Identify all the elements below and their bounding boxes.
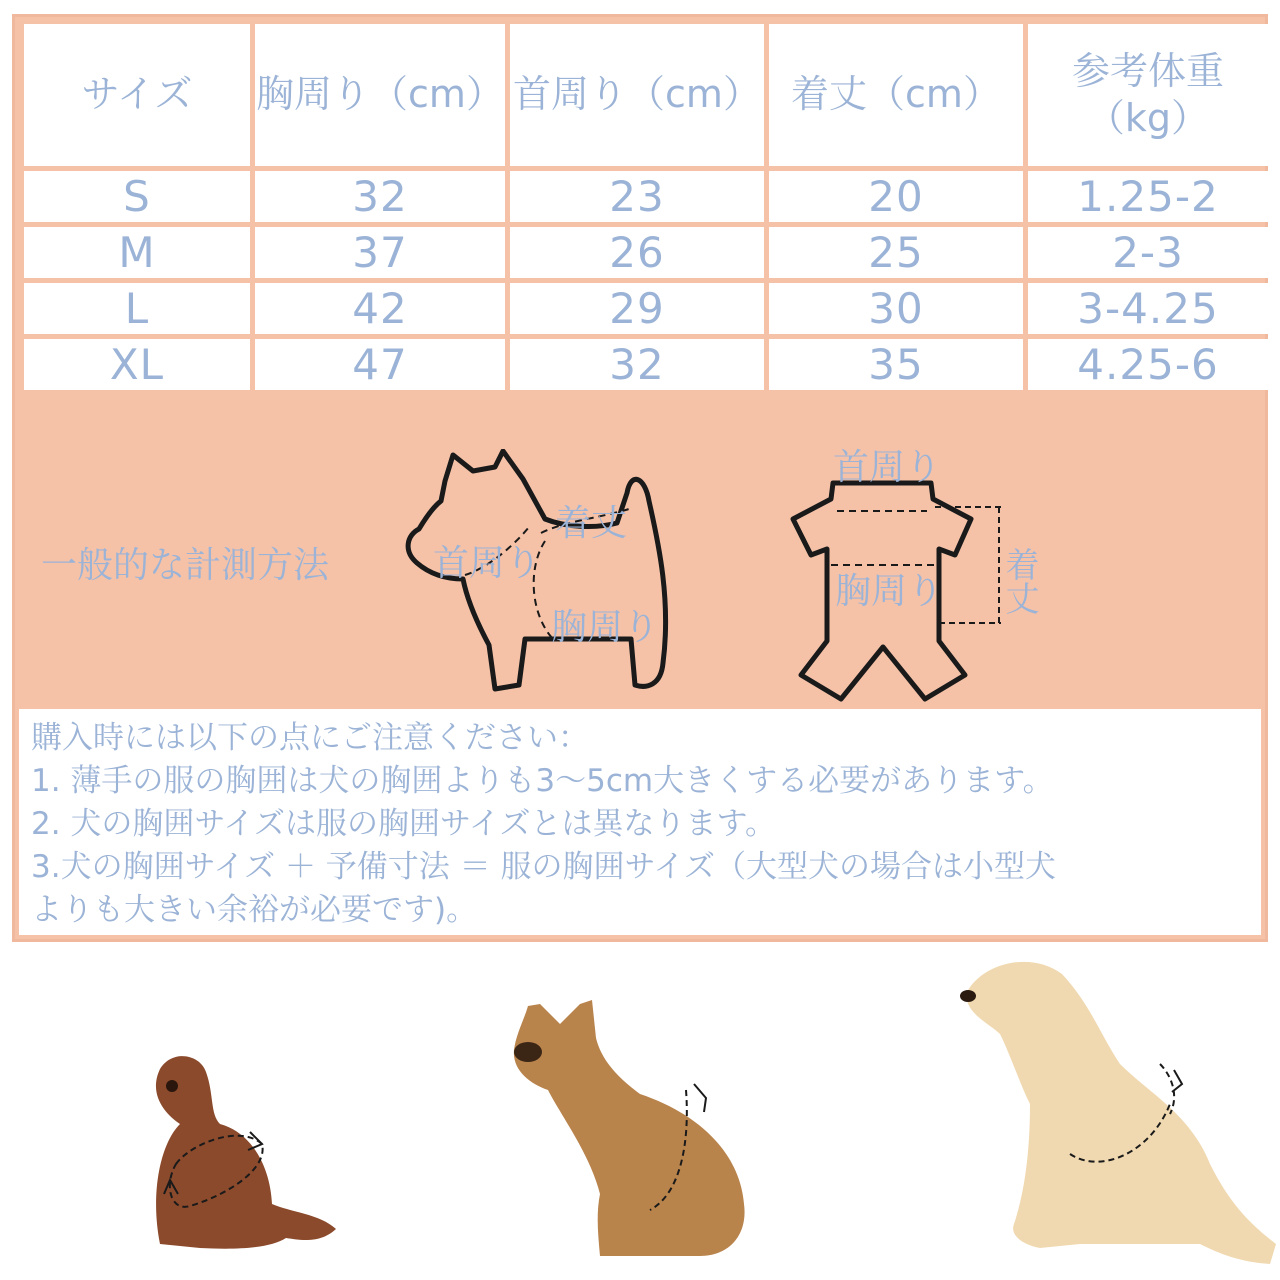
note-item: 3.犬の胸囲サイズ ＋ 予備寸法 ＝ 服の胸囲サイズ（大型犬の場合は小型犬 bbox=[31, 849, 1057, 885]
cell-chest: 37 bbox=[255, 227, 505, 278]
cell-size: S bbox=[24, 171, 250, 222]
cell-neck: 29 bbox=[510, 283, 764, 334]
dog-measure-diagram bbox=[395, 449, 695, 705]
table-row bbox=[24, 171, 1268, 222]
cell-weight: 1.25-2 bbox=[1028, 171, 1268, 222]
table-row bbox=[24, 227, 1268, 278]
clothes-neck-label: 首周り bbox=[833, 447, 942, 488]
clothes-chest-label: 胸周り bbox=[835, 571, 944, 612]
cell-neck: 23 bbox=[510, 171, 764, 222]
table-row bbox=[24, 283, 1268, 334]
header-size: サイズ bbox=[24, 24, 250, 166]
french-bulldog-photo bbox=[514, 1000, 745, 1256]
table-row bbox=[24, 339, 1268, 390]
cell-length: 35 bbox=[769, 339, 1023, 390]
purchase-notes bbox=[19, 709, 1261, 935]
poodle-photo bbox=[156, 1056, 336, 1249]
clothes-measure-diagram bbox=[775, 437, 1075, 705]
note-item: 1. 薄手の服の胸囲は犬の胸囲よりも3～5cm大きくする必要があります。 bbox=[31, 763, 1054, 799]
header-neck: 首周り（cm） bbox=[510, 24, 764, 166]
table-header-row bbox=[24, 24, 1268, 166]
cell-chest: 47 bbox=[255, 339, 505, 390]
cell-size: M bbox=[24, 227, 250, 278]
measuring-method-label: 一般的な計測方法 bbox=[41, 545, 330, 586]
dog-photos bbox=[0, 944, 1280, 1280]
cell-length: 25 bbox=[769, 227, 1023, 278]
cell-length: 30 bbox=[769, 283, 1023, 334]
cell-weight: 3-4.25 bbox=[1028, 283, 1268, 334]
cell-weight: 4.25-6 bbox=[1028, 339, 1268, 390]
note-item: よりも大きい余裕が必要です)。 bbox=[31, 892, 478, 928]
cell-size: L bbox=[24, 283, 250, 334]
header-length: 着丈（cm） bbox=[769, 24, 1023, 166]
clothes-length-label: 着丈 bbox=[999, 547, 1039, 615]
size-chart-panel bbox=[12, 14, 1268, 942]
dog-chest-label: 胸周り bbox=[551, 607, 660, 648]
measuring-method-section bbox=[15, 397, 1265, 707]
cell-chest: 42 bbox=[255, 283, 505, 334]
dog-neck-label: 首周り bbox=[433, 543, 542, 584]
header-chest: 胸周り（cm） bbox=[255, 24, 505, 166]
cell-length: 20 bbox=[769, 171, 1023, 222]
cell-chest: 32 bbox=[255, 171, 505, 222]
size-table bbox=[19, 19, 1273, 395]
cell-neck: 32 bbox=[510, 339, 764, 390]
cell-weight: 2-3 bbox=[1028, 227, 1268, 278]
golden-retriever-photo bbox=[960, 962, 1276, 1264]
note-item: 2. 犬の胸囲サイズは服の胸囲サイズとは異なります。 bbox=[31, 806, 776, 842]
cell-size: XL bbox=[24, 339, 250, 390]
dog-length-label: 着丈 bbox=[555, 503, 628, 544]
notes-title: 購入時には以下の点にご注意ください： bbox=[31, 720, 589, 756]
cell-neck: 26 bbox=[510, 227, 764, 278]
header-weight: 参考体重（kg） bbox=[1028, 24, 1268, 166]
